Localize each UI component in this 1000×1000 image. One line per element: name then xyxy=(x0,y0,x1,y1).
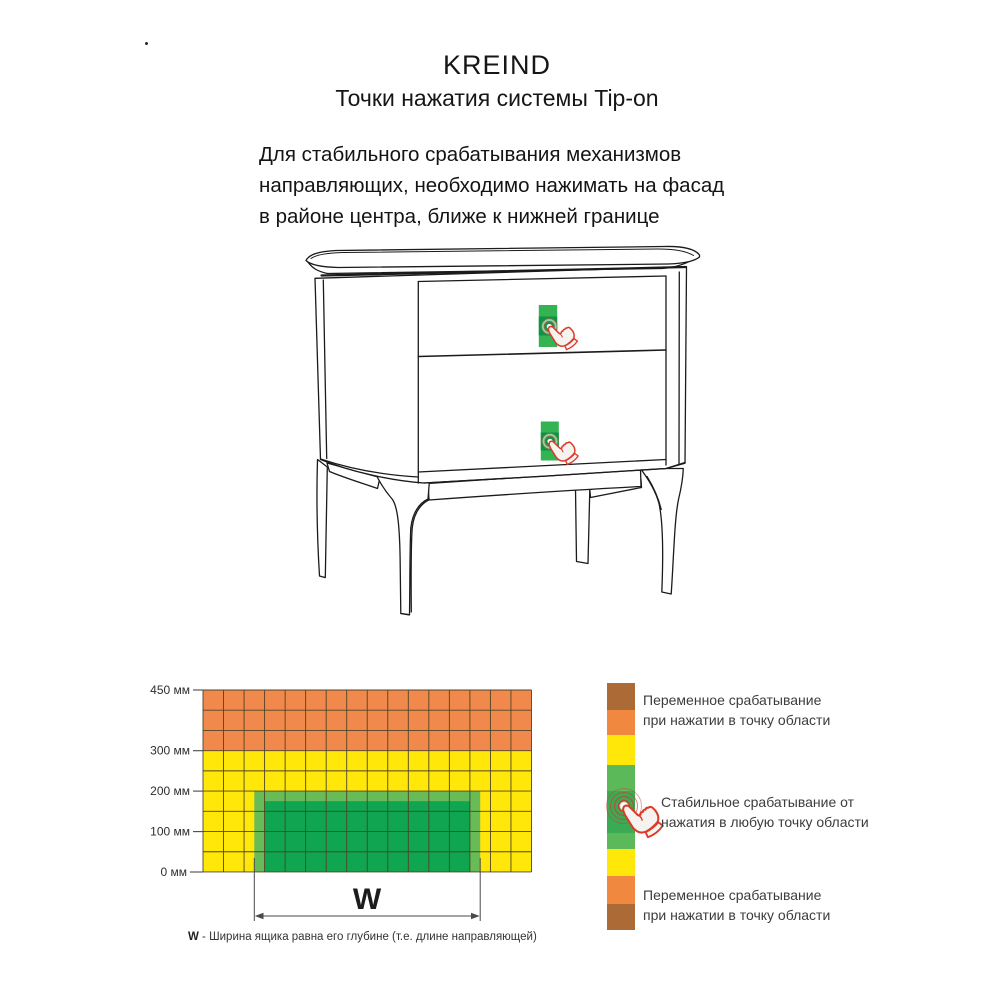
page-title: KREIND xyxy=(442,50,551,80)
leg-front-left xyxy=(375,472,430,615)
legend-bar-segment xyxy=(607,735,635,765)
legend-text-line: при нажатии в точку области xyxy=(643,906,831,923)
legend-bar-segment xyxy=(607,904,635,930)
legend-text-line: при нажатии в точку области xyxy=(643,711,831,728)
intro-paragraph xyxy=(259,139,724,232)
axis-label-300: 300 мм xyxy=(150,743,190,758)
legend-text-line: Стабильное срабатывание от xyxy=(661,794,855,810)
axis-label-0: 0 мм xyxy=(160,865,187,879)
arrowhead-left xyxy=(255,913,264,919)
stray-dot xyxy=(145,42,148,45)
legend-text-line: Переменное срабатывание xyxy=(643,692,822,708)
axis-label-100: 100 мм xyxy=(150,824,190,839)
legend-bar-segment xyxy=(607,876,635,904)
diagram-caption xyxy=(188,931,537,943)
legend-text-line: Переменное срабатывание xyxy=(643,887,822,903)
caption-w: W xyxy=(188,931,199,943)
leg-front-right xyxy=(641,469,684,595)
carcass-body xyxy=(315,267,687,483)
nightstand-drawing xyxy=(295,240,705,640)
press-hand-icon xyxy=(620,793,666,842)
leg-back-left xyxy=(317,460,327,578)
axis-ticks xyxy=(190,690,203,872)
legend-item-stable xyxy=(661,793,869,832)
intro-line: Для стабильного срабатывания механизмов xyxy=(259,143,682,166)
legend-text-line: нажатия в любую точку области xyxy=(661,813,869,830)
arrowhead-right xyxy=(471,913,480,919)
press-zone-diagram xyxy=(140,675,635,975)
page-subtitle: Точки нажатия системы Tip-on xyxy=(335,85,659,111)
intro-line: в районе центра, ближе к нижней границе xyxy=(259,205,660,228)
axis-label-450: 450 мм xyxy=(150,683,190,697)
legend-item-variable-top xyxy=(643,691,830,730)
legend-item-variable-bottom xyxy=(643,886,830,925)
intro-line: направляющих, необходимо нажимать на фасад xyxy=(259,174,725,197)
legend-bar-segment xyxy=(607,710,635,735)
axis-label-200: 200 мм xyxy=(150,784,190,799)
legend-bar-segment xyxy=(607,683,635,710)
leg-back-right xyxy=(576,489,590,564)
caption-text: - Ширина ящика равна его глубине (т.е. длине направляющей) xyxy=(198,931,537,943)
width-label: W xyxy=(352,883,382,916)
